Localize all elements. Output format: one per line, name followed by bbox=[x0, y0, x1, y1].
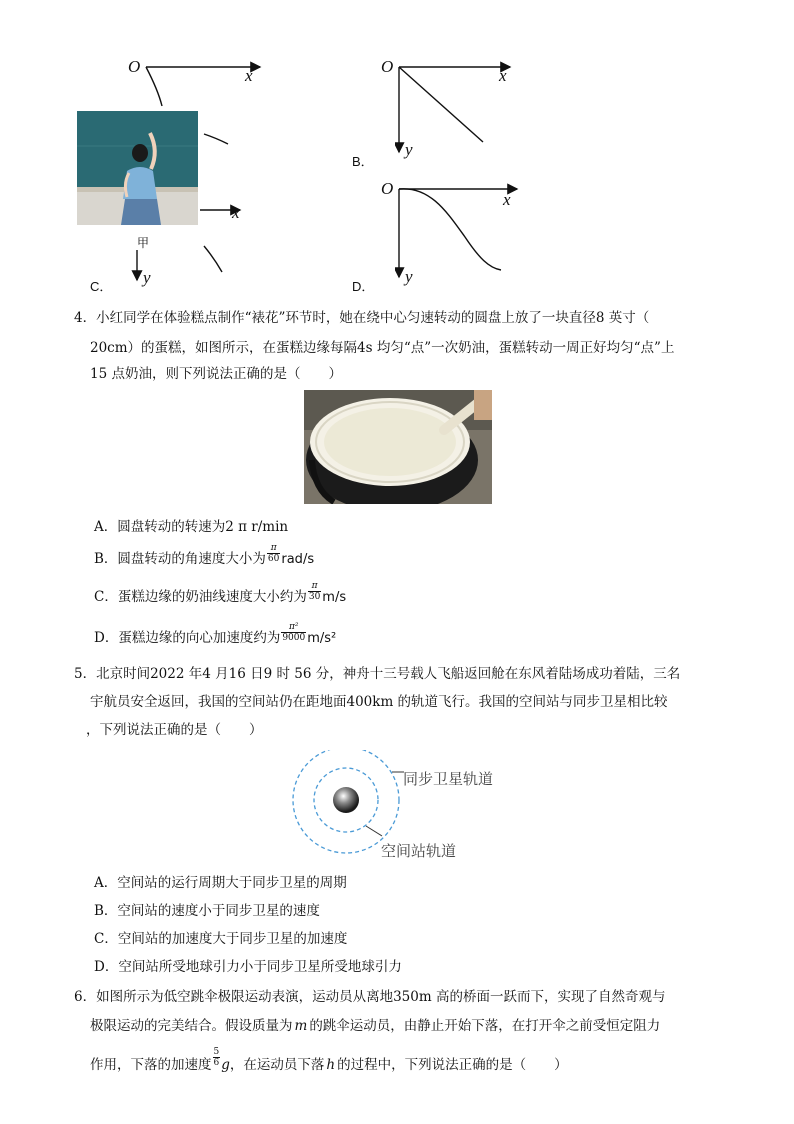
q4-choice-c-text: C．蛋糕边缘的奶油线速度大小约为 bbox=[94, 589, 307, 605]
graph-a-origin-label: O bbox=[128, 57, 141, 76]
q6-stem-line3a: 作用，下落的加速度 bbox=[90, 1057, 212, 1073]
q6-frac-den: 6 bbox=[213, 1058, 220, 1068]
q5-choice-a: A．空间站的运行周期大于同步卫星的周期 bbox=[94, 875, 347, 891]
graph-a-curve-fragment bbox=[200, 130, 240, 150]
q4-choice-b-den: 60 bbox=[267, 554, 280, 564]
q4-choice-b-text: B．圆盘转动的角速度大小为 bbox=[94, 551, 266, 567]
option-c-label: C． bbox=[90, 279, 113, 294]
q6-line1 bbox=[74, 985, 665, 1005]
q4-choice-d-unit: m/s² bbox=[307, 631, 337, 646]
graph-d-origin-label: O bbox=[381, 179, 394, 198]
q4-choice-c-num: π bbox=[308, 581, 321, 592]
q6-stem-close: ） bbox=[554, 1057, 568, 1073]
q4-number: 4． bbox=[74, 310, 97, 326]
q4-choice-d-den: 9000 bbox=[282, 633, 306, 643]
q5-line3 bbox=[86, 718, 263, 738]
q5-number: 5． bbox=[74, 666, 97, 682]
q5-choice-c: C．空间站的加速度大于同步卫星的加速度 bbox=[94, 931, 348, 947]
graph-d-axes bbox=[395, 182, 520, 282]
q5-line2: 宇航员安全返回，我国的空间站仍在距地面400km 的轨道飞行。我国的空间站与同步卫星相比较 bbox=[90, 694, 668, 710]
q4-choice-b-num: π bbox=[267, 543, 280, 554]
q4-choice-b bbox=[94, 543, 315, 570]
q6-frac-num: 5 bbox=[213, 1047, 220, 1057]
graph-a-axes bbox=[140, 60, 270, 110]
graph-c-y-label: y bbox=[143, 268, 151, 287]
q6-stem-line3c: 的过程中，下列说法正确的是（ bbox=[337, 1057, 527, 1073]
q4-choice-a: A．圆盘转动的转速为2 π r/min bbox=[94, 519, 289, 535]
q5-choice-b: B．空间站的速度小于同步卫星的速度 bbox=[94, 903, 320, 919]
q5-choice-d: D．空间站所受地球引力小于同步卫星所受地球引力 bbox=[94, 959, 402, 975]
q6-stem-line2a: 极限运动的完美结合。假设质量为 bbox=[90, 1018, 293, 1034]
q4-stem-line3: 15 点奶油，则下列说法正确的是（ bbox=[90, 366, 301, 382]
q4-line3 bbox=[90, 362, 342, 382]
q4-choice-c bbox=[94, 581, 347, 608]
q4-choice-b-fraction bbox=[267, 543, 280, 564]
q4-choice-c-fraction bbox=[308, 581, 321, 602]
q6-stem-line1: 如图所示为低空跳伞极限运动表演，运动员从离地350m 高的桥面一跃而下，实现了自然奇观与 bbox=[96, 989, 666, 1005]
q6-line2 bbox=[90, 1014, 660, 1034]
q6-stem-line3b: ，在运动员下落 bbox=[229, 1057, 325, 1073]
photo-caption: 甲 bbox=[137, 236, 150, 250]
q4-choice-c-den: 30 bbox=[308, 592, 321, 602]
q4-stem-close: ） bbox=[328, 366, 342, 382]
station-orbit-label: 空间站轨道 bbox=[381, 842, 457, 860]
graph-d-x-label: x bbox=[503, 190, 511, 209]
q4-choice-d-fraction bbox=[281, 622, 306, 643]
q4-stem-line1: 小红同学在体验糕点制作“裱花”环节时，她在绕中心匀速转动的圆盘上放了一块直径8 英寸（ bbox=[96, 310, 650, 326]
q6-h-symbol: h bbox=[326, 1057, 336, 1073]
q6-m-symbol: m bbox=[294, 1018, 308, 1034]
q4-line1 bbox=[74, 306, 649, 326]
q6-accel-fraction bbox=[213, 1047, 221, 1068]
sync-orbit-label: 同步卫星轨道 bbox=[403, 770, 494, 788]
q4-choice-b-unit: rad/s bbox=[281, 552, 315, 567]
graph-c-curve-fragment bbox=[200, 244, 230, 276]
q4-line2: 20cm）的蛋糕，如图所示，在蛋糕边缘每隔4s 均匀“点”一次奶油，蛋糕转动一周正好均匀“点”上 bbox=[90, 340, 675, 356]
graph-b-x-label: x bbox=[499, 66, 507, 85]
option-b-label: B． bbox=[352, 154, 374, 169]
q5-stem-close: ） bbox=[249, 722, 263, 738]
q5-stem-line1: 北京时间2022 年4 月16 日9 时 56 分，神舟十三号载人飞船返回舱在东风着陆场成功着陆，三名 bbox=[96, 666, 681, 682]
graph-c-x-label: x bbox=[232, 203, 240, 222]
q6-line3 bbox=[90, 1047, 568, 1076]
q5-line1 bbox=[74, 662, 680, 682]
q6-number: 6． bbox=[74, 989, 97, 1005]
option-d-label: D． bbox=[352, 279, 375, 294]
graph-b-origin-label: O bbox=[381, 57, 394, 76]
q4-choice-d bbox=[94, 622, 337, 649]
graph-d-y-label: y bbox=[405, 267, 413, 286]
q5-stem-line3: ，下列说法正确的是（ bbox=[86, 722, 221, 738]
q4-choice-c-unit: m/s bbox=[322, 590, 347, 605]
q4-choice-d-num: π² bbox=[281, 622, 306, 633]
cake-photo bbox=[304, 390, 492, 504]
graph-b-y-label: y bbox=[405, 140, 413, 159]
q4-choice-d-text: D．蛋糕边缘的向心加速度约为 bbox=[94, 630, 281, 646]
teacher-photo bbox=[77, 111, 198, 225]
q6-stem-line2b: 的跳伞运动员，由静止开始下落，在打开伞之前受恒定阻力 bbox=[309, 1018, 661, 1034]
q6-g-symbol: g bbox=[221, 1057, 230, 1073]
graph-a-x-label: x bbox=[245, 66, 253, 85]
